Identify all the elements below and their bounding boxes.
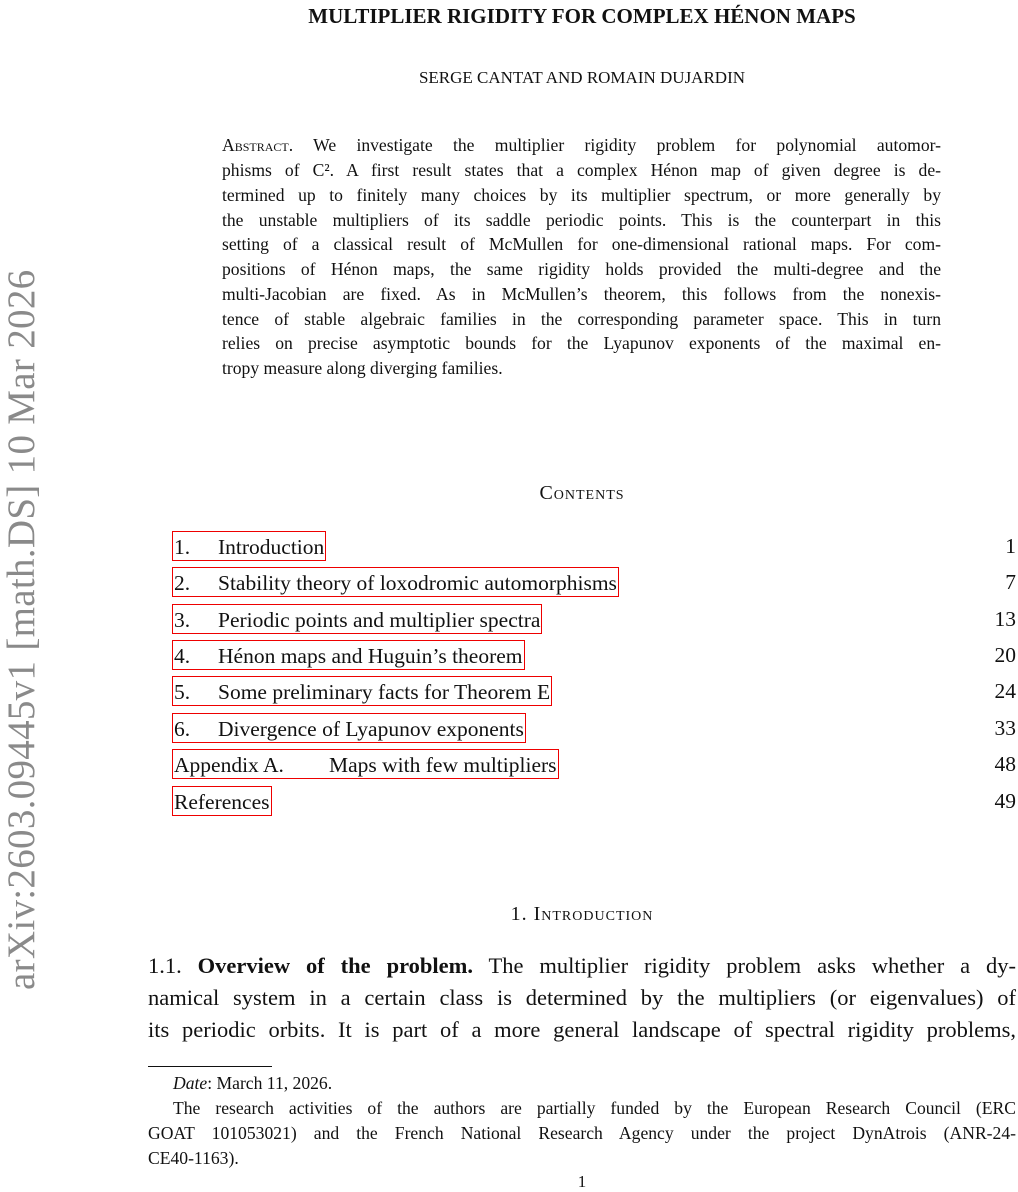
abstract-label: Abstract. <box>222 135 294 155</box>
abstract-text: We investigate the multiplier rigidity problem for polynomial automor- <box>293 135 941 155</box>
toc-page: 13 <box>994 607 1016 631</box>
toc-title: References <box>174 790 270 814</box>
abstract-line <box>222 134 941 156</box>
paper-title: MULTIPLIER RIGIDITY FOR COMPLEX HÉNON MAPS <box>308 4 856 28</box>
authors: SERGE CANTAT AND ROMAIN DUJARDIN <box>418 68 746 87</box>
toc-link-preliminary-facts[interactable] <box>172 676 552 706</box>
toc-link-appendix-a[interactable] <box>172 749 559 779</box>
toc-page: 7 <box>1005 570 1016 594</box>
toc-page: 24 <box>994 679 1016 703</box>
arxiv-stamp: arXiv:2603.09445v1 [math.DS] 10 Mar 2026 <box>0 269 43 990</box>
toc-page: 20 <box>994 643 1016 667</box>
footnote-line: GOAT 101053021) and the French National Research Agency under the project DynAtrois (ANR-24- <box>148 1123 1016 1143</box>
abstract-line: relies on precise asymptotic bounds for the Lyapunov exponents of the maximal en- <box>222 333 941 353</box>
toc-link-references[interactable] <box>172 786 272 816</box>
toc-page: 1 <box>1005 534 1016 558</box>
abstract-line: setting of a classical result of McMullen for one-dimensional rational maps. For com- <box>222 234 941 254</box>
body-line: namical system in a certain class is determined by the multipliers (or eigenvalues) of <box>148 985 1016 1010</box>
toc-title: Stability theory of loxodromic automorphisms <box>218 571 617 595</box>
toc-link-introduction[interactable] <box>172 531 326 561</box>
footnote-line: CE40-1163). <box>148 1148 239 1168</box>
abstract-line: termined up to finitely many choices by its multiplier spectrum, or more generally by <box>222 185 941 205</box>
toc-link-periodic-points[interactable] <box>172 604 542 634</box>
toc-num: 2. <box>174 571 191 595</box>
toc-num: 4. <box>174 644 191 668</box>
toc-title: Introduction <box>218 535 325 559</box>
date-value: : March 11, 2026. <box>207 1073 333 1093</box>
abstract-line: tence of stable algebraic families in the corresponding parameter space. This in turn <box>222 309 941 329</box>
toc-title: Hénon maps and Huguin’s theorem <box>218 644 523 668</box>
date-label: Date <box>173 1073 208 1093</box>
toc-num: 3. <box>174 608 191 632</box>
footnote-line: The research activities of the authors are partially funded by the European Research Council (ERC <box>173 1098 1016 1118</box>
abstract-line: the unstable multipliers of its saddle periodic points. This is the counterpart in this <box>222 210 941 230</box>
section-heading: 1. Introduction <box>510 903 654 925</box>
toc-entry <box>172 713 1016 743</box>
toc-page: 33 <box>994 716 1016 740</box>
toc-num: 5. <box>174 680 191 704</box>
toc-title: Maps with few multipliers <box>329 753 557 777</box>
toc-title: Periodic points and multiplier spectra <box>218 608 541 632</box>
abstract-line: phisms of C². A first result states that a complex Hénon map of given degree is de- <box>222 160 941 180</box>
subsection-title: Overview of the problem. <box>197 953 474 978</box>
footnote-date <box>148 1072 1018 1094</box>
toc-page: 49 <box>994 789 1016 813</box>
toc-entry <box>172 567 1016 597</box>
toc-num: Appendix A. <box>174 753 284 777</box>
body-line <box>148 951 1016 981</box>
toc-entry <box>172 676 1016 706</box>
toc-num: 1. <box>174 535 191 559</box>
body-line: its periodic orbits. It is part of a more general landscape of spectral rigidity problems, <box>148 1017 1016 1042</box>
footnote-rule <box>148 1066 272 1067</box>
toc-entry <box>172 604 1016 634</box>
abstract-line: tropy measure along diverging families. <box>222 358 503 378</box>
toc-page: 48 <box>994 752 1016 776</box>
toc-num: 6. <box>174 717 191 741</box>
toc-link-stability-theory[interactable] <box>172 567 619 597</box>
subsection-number: 1.1. <box>148 953 182 978</box>
toc-entry <box>172 531 1016 561</box>
toc-entry <box>172 640 1016 670</box>
abstract-line: multi-Jacobian are fixed. As in McMullen’s theorem, this follows from the nonexis- <box>222 284 941 304</box>
toc-link-henon-maps[interactable] <box>172 640 525 670</box>
toc-title: Some preliminary facts for Theorem E <box>218 680 551 704</box>
toc-entry <box>172 786 1016 816</box>
body-text: The multiplier rigidity problem asks whether a dy- <box>473 953 1016 978</box>
page-number: 1 <box>577 1172 587 1191</box>
toc-entry <box>172 749 1016 779</box>
toc-title: Divergence of Lyapunov exponents <box>218 717 524 741</box>
abstract-line: positions of Hénon maps, the same rigidity holds provided the multi-degree and the <box>222 259 941 279</box>
contents-heading: Contents <box>539 482 625 504</box>
toc-link-lyapunov[interactable] <box>172 713 526 743</box>
